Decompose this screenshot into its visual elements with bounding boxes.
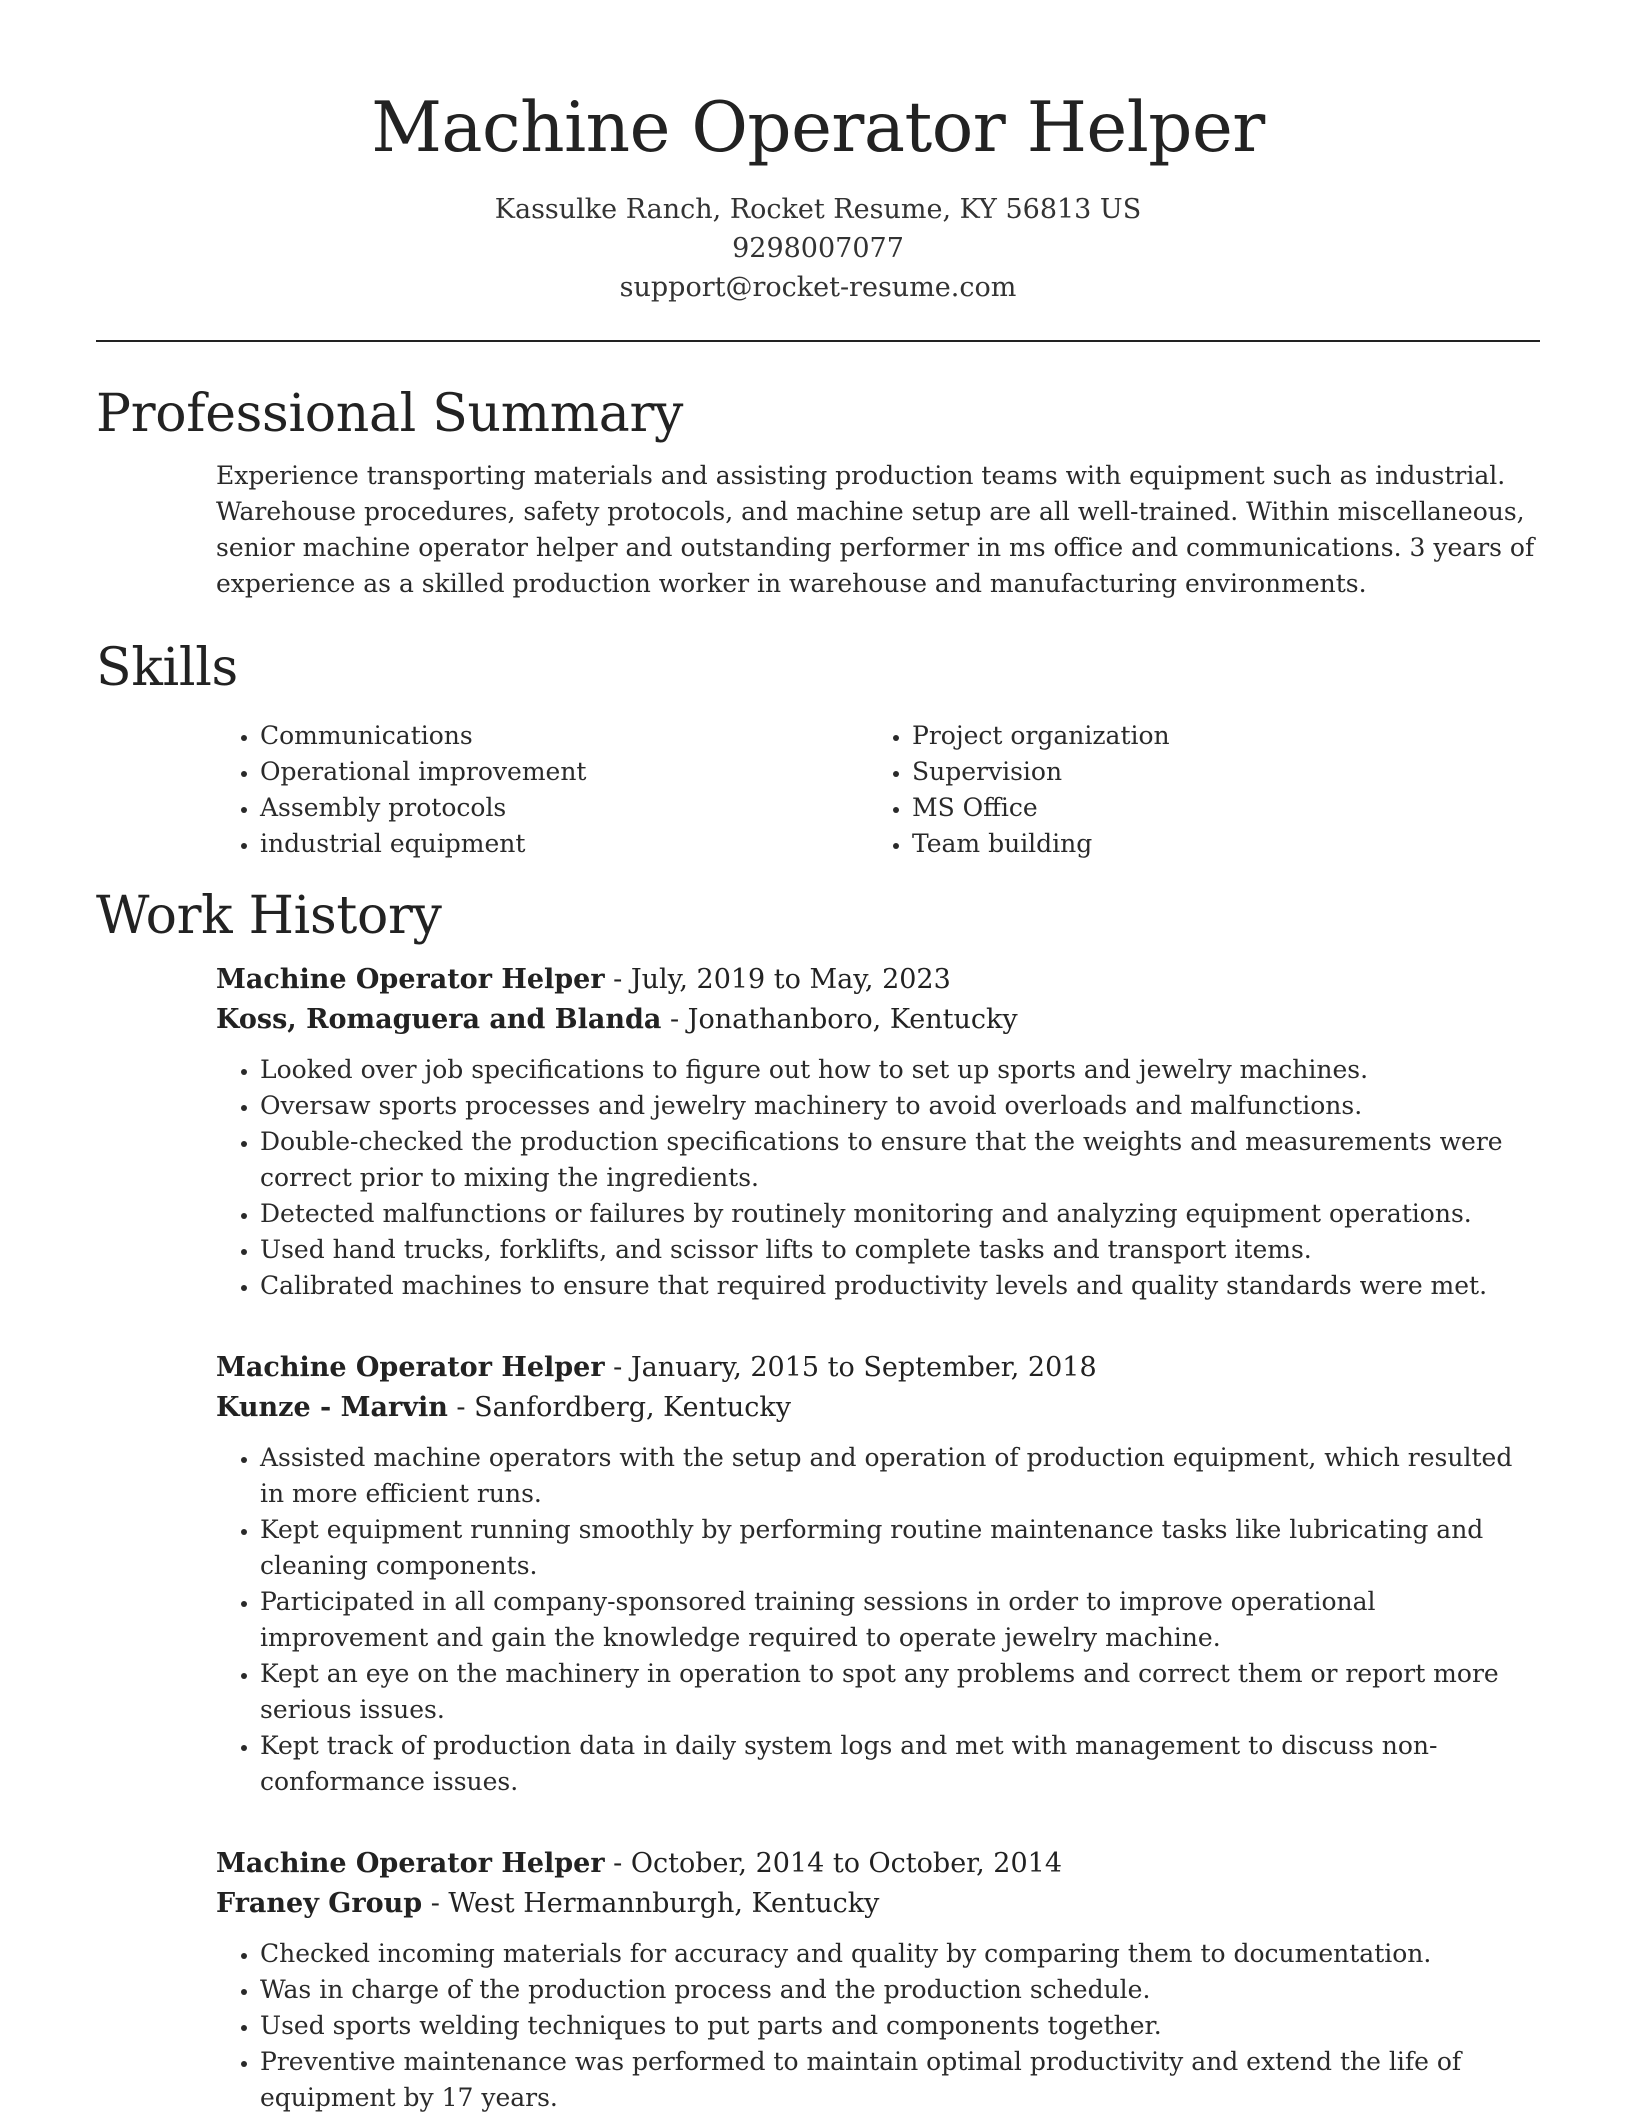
work-history-heading: Work History [96,886,442,946]
job-entry [216,1348,1540,1800]
skill-item: • industrial equipment [260,826,868,862]
skill-item: • MS Office [912,790,1468,826]
skill-item: • Operational improvement [260,754,868,790]
candidate-name: Machine Operator Helper [371,88,1265,168]
job-bullet: • Double-checked the production specifications to ensure that the weights and measurements were correct prior to mixing the ingredients. [260,1124,1540,1196]
skills-column-left [216,718,868,862]
contact-email: support@rocket-resume.com [619,272,1017,303]
job-bullet: • Used hand trucks, forklifts, and scissor lifts to complete tasks and transport items. [260,1232,1540,1268]
job-dates: - October, 2014 to October, 2014 [604,1848,1062,1879]
job-company: Kunze - Marvin [216,1392,448,1423]
job-bullet: • Assisted machine operators with the setup and operation of production equipment, which resulted in more efficient runs. [260,1440,1540,1512]
job-bullet: • Kept an eye on the machinery in operation to spot any problems and correct them or report more serious issues. [260,1656,1540,1728]
job-company-line [216,1000,1540,1040]
job-company: Franey Group [216,1888,423,1919]
job-bullet: • Detected malfunctions or failures by routinely monitoring and analyzing equipment operations. [260,1196,1540,1232]
skill-item: • Supervision [912,754,1468,790]
job-entry [216,960,1540,1304]
skills-heading: Skills [96,638,238,698]
job-bullets [216,1936,1540,2116]
job-location: - Jonathanboro, Kentucky [661,1004,1018,1035]
skill-item: • Project organization [912,718,1468,754]
job-role-line [216,1844,1540,1884]
job-bullet: • Kept equipment running smoothly by performing routine maintenance tasks like lubricating and cleaning components. [260,1512,1540,1584]
job-dates: - July, 2019 to May, 2023 [604,964,951,995]
job-bullet: • Kept track of production data in daily system logs and met with management to discuss non-conformance issues. [260,1728,1540,1800]
skills-list [216,718,1540,862]
job-bullets [216,1440,1540,1800]
resume-page [96,0,1540,2116]
job-company-line [216,1388,1540,1428]
job-role-line [216,960,1540,1000]
job-company: Koss, Romaguera and Blanda [216,1004,662,1035]
job-bullet: • Used sports welding techniques to put parts and components together. [260,2008,1540,2044]
job-bullet: • Looked over job specifications to figure out how to set up sports and jewelry machines. [260,1052,1540,1088]
job-role-line [216,1348,1540,1388]
job-role: Machine Operator Helper [216,1352,605,1383]
job-location: - West Hermannburgh, Kentucky [422,1888,880,1919]
job-bullets [216,1052,1540,1304]
job-bullet: • Calibrated machines to ensure that required productivity levels and quality standards were met. [260,1268,1540,1304]
summary-heading: Professional Summary [96,384,684,444]
skill-item: • Assembly protocols [260,790,868,826]
job-bullet: • Was in charge of the production process and the production schedule. [260,1972,1540,2008]
job-bullet: • Participated in all company-sponsored training sessions in order to improve operational improvement and gain the knowledge required to operate jewelry machine. [260,1584,1540,1656]
skill-item: • Communications [260,718,868,754]
header-divider [96,340,1540,342]
job-bullet: • Preventive maintenance was performed to maintain optimal productivity and extend the life of equipment by 17 years. [260,2044,1540,2116]
summary-text: Experience transporting materials and assisting production teams with equipment such as industrial. Warehouse procedures, safety protocols, and machine setup are all well-trained. Within miscellaneous, senior machine operator helper and outstanding performer in ms office and communications. 3 years of experience as a skilled production worker in warehouse and manufacturing environments. [216,461,1535,598]
contact-phone: 9298007077 [732,233,904,264]
job-dates: - January, 2015 to September, 2018 [604,1352,1097,1383]
job-bullet: • Oversaw sports processes and jewelry machinery to avoid overloads and malfunctions. [260,1088,1540,1124]
skills-column-right [868,718,1468,862]
contact-block [96,190,1540,307]
job-location: - Sanfordberg, Kentucky [447,1392,791,1423]
job-entry [216,1844,1540,2116]
contact-address: Kassulke Ranch, Rocket Resume, KY 56813 US [494,194,1142,225]
job-bullet: • Checked incoming materials for accuracy and quality by comparing them to documentation. [260,1936,1540,1972]
job-role: Machine Operator Helper [216,1848,605,1879]
job-company-line [216,1884,1540,1924]
job-role: Machine Operator Helper [216,964,605,995]
skill-item: • Team building [912,826,1468,862]
